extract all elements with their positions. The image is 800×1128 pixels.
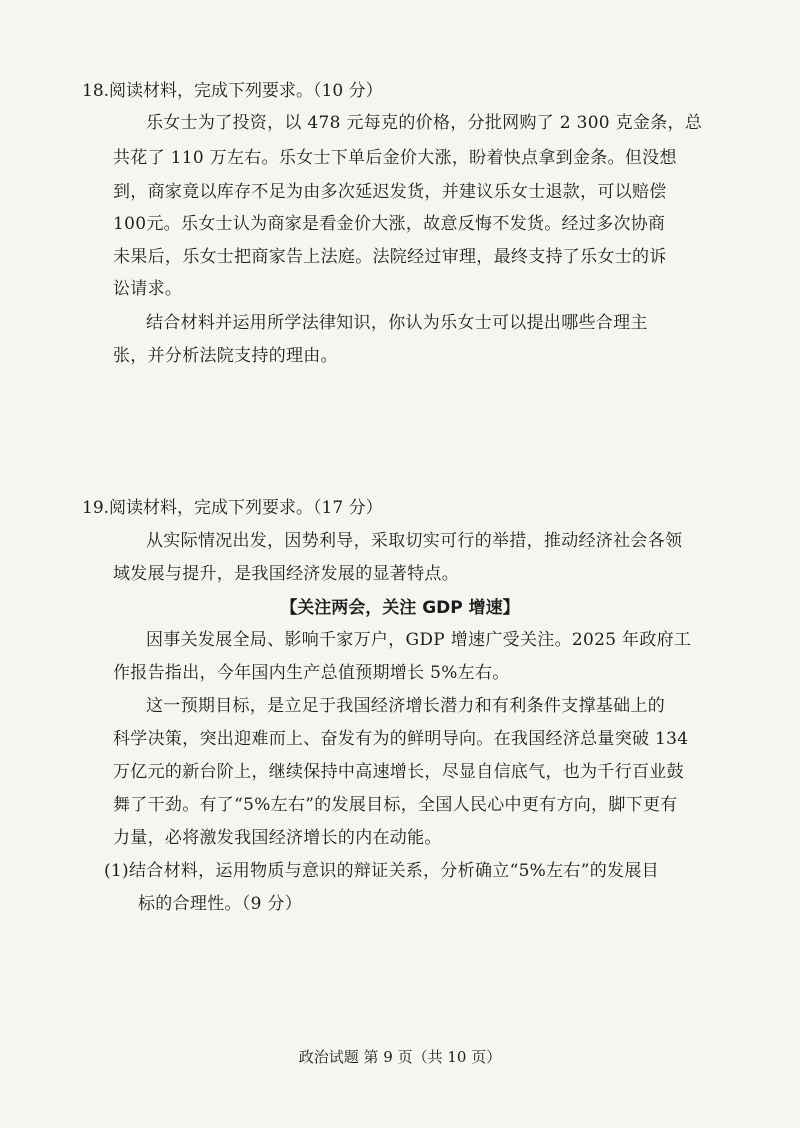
q18-material-line: 100元。乐女士认为商家是看金价大涨，故意反悔不发货。经过多次协商 (113, 214, 666, 234)
q19-title: 19.阅读材料，完成下列要求。（17 分） (82, 498, 383, 518)
q18-title: 18.阅读材料，完成下列要求。（10 分） (82, 81, 383, 101)
q19-sub1-line: (1)结合材料，运用物质与意识的辩证关系，分析确立“5%左右”的发展目 (104, 861, 659, 881)
q19-intro-line: 域发展与提升，是我国经济发展的显著特点。 (113, 564, 459, 584)
q19-intro-line: 从实际情况出发，因势利导，采取切实可行的举措，推动经济社会各领 (146, 531, 683, 551)
q18-question-line: 结合材料并运用所学法律知识，你认为乐女士可以提出哪些合理主 (146, 313, 648, 333)
q19-para2-line: 万亿元的新台阶上，继续保持中高速增长，尽显自信底气，也为千行百业鼓 (113, 762, 684, 782)
q19-para2-line: 舞了干劲。有了“5%左右”的发展目标，全国人民心中更有方向，脚下更有 (113, 795, 678, 815)
q19-section-heading: 【关注两会，关注 GDP 增速】 (280, 598, 520, 618)
q18-material-line: 讼请求。 (113, 279, 183, 299)
q18-material-line: 到，商家竟以库存不足为由多次延迟发货，并建议乐女士退款，可以赔偿 (113, 182, 667, 202)
q18-material-line: 未果后，乐女士把商家告上法庭。法院经过审理，最终支持了乐女士的诉 (113, 247, 667, 267)
q19-para2-line: 力量，必将激发我国经济增长的内在动能。 (113, 828, 442, 848)
page-footer: 政治试题 第 9 页（共 10 页） (298, 1048, 502, 1066)
q18-question-line: 张，并分析法院支持的理由。 (113, 346, 338, 366)
q18-material-line: 乐女士为了投资，以 478 元每克的价格，分批网购了 2 300 克金条，总 (146, 113, 703, 133)
q19-para1-line: 因事关发展全局、影响千家万户，GDP 增速广受关注。2025 年政府工 (146, 630, 692, 650)
q18-material-line: 共花了 110 万左右。乐女士下单后金价大涨，盼着快点拿到金条。但没想 (113, 148, 677, 168)
q19-sub1-line: 标的合理性。（9 分） (138, 894, 303, 914)
q19-para1-line: 作报告指出，今年国内生产总值预期增长 5%左右。 (113, 663, 510, 683)
q19-para2-line: 科学决策，突出迎难而上、奋发有为的鲜明导向。在我国经济总量突破 134 (113, 729, 689, 749)
q19-para2-line: 这一预期目标，是立足于我国经济增长潜力和有利条件支撑基础上的 (146, 696, 665, 716)
